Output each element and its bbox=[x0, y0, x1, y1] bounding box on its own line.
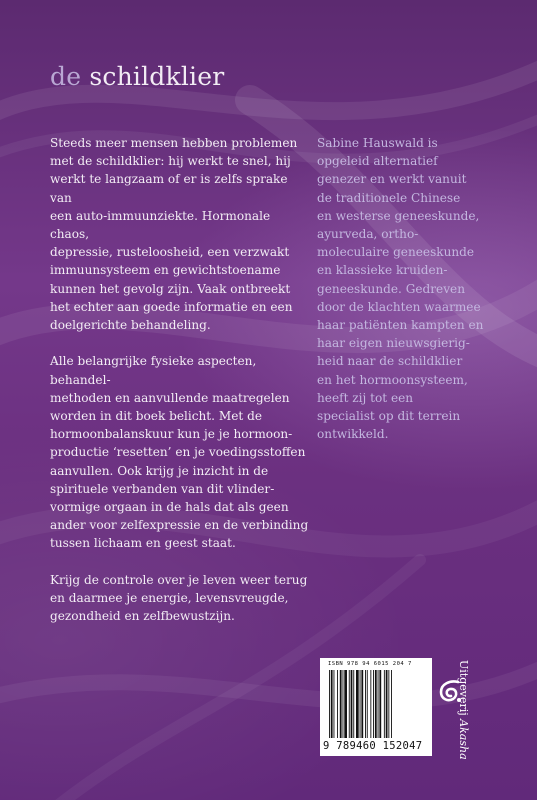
blurb-paragraph: Krijg de controle over je leven weer terug en daarmee je energie, levensvreugde, gezondheid en zelfbewustzijn. bbox=[50, 572, 308, 624]
blurb-paragraph: Alle belangrijke fysieke aspecten, behandel- methoden en aanvullende maatregelen worden in dit boek belicht. Met de hormoonbalanskuur kun je je hormoon- productie ‘resetten’ en je voedingsstoffen aanvullen. Ook krijg je inzicht in de spirituele verbanden van dit vlinder- vormige orgaan in de hals dat als geen ander voor zelfexpressie en de verbinding tussen lichaam en geest staat. bbox=[50, 354, 309, 551]
publisher-imprint: Akasha bbox=[457, 719, 470, 760]
author-bio: Sabine Hauswald is opgeleid alternatief genezer en werkt vanuit de traditionele Chinese en westerse geneeskunde, ayurveda, ortho- moleculaire geneeskunde en klassieke kruiden- geneeskunde. Gedreven door de klachten waarmee haar patiënten kampten en haar eigen nieuwsgierig- heid naar de schildklier en het hormoonsysteem, heeft zij tot een specialist op dit terrein ontwikkeld. bbox=[317, 136, 484, 442]
book-title bbox=[50, 62, 224, 91]
blurb-text bbox=[50, 134, 312, 644]
title-prefix: de bbox=[50, 62, 82, 91]
title-main: schildklier bbox=[89, 62, 225, 91]
isbn-barcode bbox=[320, 658, 432, 756]
publisher-name bbox=[457, 660, 470, 760]
ean-digits: 9 789460 152047 bbox=[323, 740, 423, 752]
barcode-bars bbox=[328, 670, 424, 740]
isbn-label: ISBN 978 94 6015 204 7 bbox=[328, 661, 412, 667]
blurb-paragraph: Steeds meer mensen hebben problemen met de schildklier: hij werkt te snel, hij werkt te langzaam of er is zelfs sprake van een auto-immuunziekte. Hormonale chaos, depressie, rusteloosheid, een verzwakt immuunsysteem en gewichtstoename kunnen het gevolg zijn. Vaak ontbreekt het echter aan goede informatie en een doelgerichte behandeling. bbox=[50, 136, 298, 333]
publisher-label: Uitgeverij bbox=[457, 660, 470, 716]
